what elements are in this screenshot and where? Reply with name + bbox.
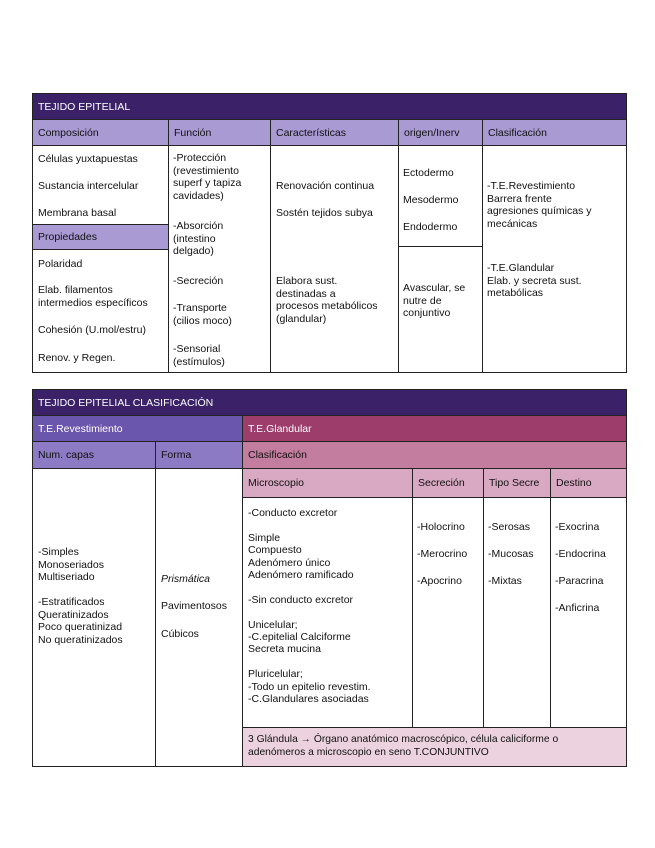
table-clasificacion	[32, 389, 627, 767]
header-composicion: Composición	[33, 120, 168, 145]
tipo-secre-item: -Serosas	[488, 521, 531, 533]
microscopio-header: Microscopio	[243, 469, 412, 497]
origen-item: Endodermo	[403, 221, 458, 233]
clasificacion-header: Clasificación	[243, 442, 626, 468]
tipo-secre-item: -Mucosas	[488, 548, 534, 560]
num-capas-list: -Simples Monoseriados Multiseriado -Estratificados Queratinizados Poco queratinizad No queratinizados	[38, 546, 123, 646]
clasificacion-revestimiento: -T.E.Revestimiento Barrera frente agresiones químicas y mecánicas	[487, 180, 592, 230]
propiedades-header: Propiedades	[33, 225, 168, 249]
table1-title: TEJIDO EPITELIAL	[33, 94, 626, 119]
forma-item: Pavimentosos	[161, 600, 227, 612]
destino-item: -Exocrina	[555, 521, 600, 533]
origen-item: Mesodermo	[403, 194, 459, 206]
composicion-item: Membrana basal	[38, 207, 117, 219]
forma-item: Prismática	[161, 573, 211, 585]
table2-title: TEJIDO EPITELIAL CLASIFICACIÓN	[33, 390, 626, 415]
glandular-header: T.E.Glandular	[243, 416, 626, 441]
header-origen-inerv: origen/Inerv	[399, 120, 482, 145]
tipo-secre-item: -Mixtas	[488, 575, 522, 587]
origen-item: Ectodermo	[403, 167, 454, 179]
glandula-note: 3 Glándula → Órgano anatómico macroscópico, célula caliciforme o adenómeros a microscopio en seno T.CONJUNTIVO	[243, 728, 626, 766]
header-clasificacion: Clasificación	[483, 120, 626, 145]
funcion-item: -Secreción	[173, 275, 224, 287]
destino-header: Destino	[551, 469, 626, 497]
header-funcion: Función	[169, 120, 270, 145]
clasificacion-glandular: -T.E.Glandular Elab. y secreta sust. metabólicas	[487, 262, 582, 299]
funcion-item: -Transporte (cilios moco)	[173, 302, 232, 327]
inervacion-text: Avascular, se nutre de conjuntivo	[403, 282, 466, 319]
tipo-secre-header: Tipo Secre	[484, 469, 550, 497]
secrecion-item: -Apocrino	[417, 575, 462, 587]
revestimiento-header: T.E.Revestimiento	[33, 416, 242, 441]
caracteristica-glandular: Elabora sust. destinadas a procesos metabólicos (glandular)	[276, 275, 378, 325]
microscopio-text: -Conducto excretor Simple Compuesto Adenómero único Adenómero ramificado -Sin conducto excretor Unicelular; -C.epitelial Calciforme Secreta mucina Pluricelular; -Todo un epitelio revestim. -C.Glandulares asociadas	[248, 507, 371, 706]
composicion-item: Sustancia intercelular	[38, 180, 139, 192]
secrecion-header: Secreción	[413, 469, 483, 497]
propiedad-item: Cohesión (U.mol/estru)	[38, 324, 146, 336]
destino-item: -Endocrina	[555, 548, 606, 560]
propiedad-item: Renov. y Regen.	[38, 352, 116, 364]
destino-item: -Anficrina	[555, 602, 600, 614]
destino-item: -Paracrina	[555, 575, 604, 587]
funcion-item: -Sensorial (estímulos)	[173, 343, 225, 368]
caracteristica-item: Sostén tejidos subya	[276, 207, 373, 219]
num-capas-header: Num. capas	[33, 442, 155, 468]
composicion-item: Células yuxtapuestas	[38, 153, 138, 165]
secrecion-item: -Merocrino	[417, 548, 468, 560]
caracteristica-item: Renovación continua	[276, 180, 375, 192]
propiedad-item: Polaridad	[38, 258, 83, 270]
table-tejido-epitelial	[32, 93, 627, 373]
header-caracteristicas: Características	[271, 120, 398, 145]
forma-item: Cúbicos	[161, 628, 199, 640]
forma-header: Forma	[156, 442, 242, 468]
propiedad-item: Elab. filamentos intermedios específicos	[38, 284, 148, 309]
funcion-item: -Absorción (intestino delgado)	[173, 220, 224, 257]
secrecion-item: -Holocrino	[417, 521, 465, 533]
funcion-item: -Protección (revestimiento superf y tapiza cavidades)	[173, 152, 242, 202]
